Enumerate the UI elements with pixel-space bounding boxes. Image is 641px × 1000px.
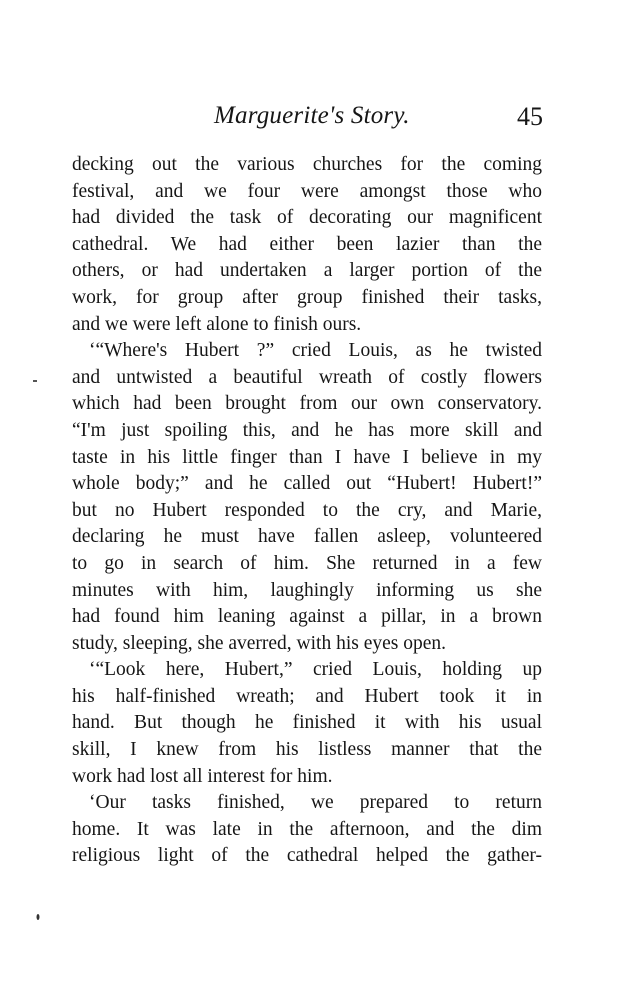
text-line: ‘“Where's Hubert ?” cried Louis, as he twisted [89,340,542,362]
text-line: skill, I knew from his listless manner that the [72,739,542,761]
text-line: and untwisted a beautiful wreath of costly flowers [72,366,542,388]
text-line: minutes with him, laughingly informing us she [72,579,542,601]
text-line: taste in his little finger than I have I believe in my [72,446,542,468]
text-line: ‘“Look here, Hubert,” cried Louis, holding up [89,659,542,681]
text-line: religious light of the cathedral helped the gather- [72,845,542,867]
text-line: others, or had undertaken a larger portion of the [72,260,542,282]
text-line: but no Hubert responded to the cry, and Marie, [72,499,542,521]
text-line: study, sleeping, she averred, with his eyes open. [72,632,447,654]
text-line: which had been brought from our own conservatory. [72,393,542,415]
running-title: Marguerite's Story. [214,102,410,129]
body-text [72,152,542,870]
text-line: cathedral. We had either been lazier than the [72,233,542,255]
page-header [0,102,641,142]
text-line: work, for group after group finished their tasks, [72,286,542,308]
text-line: work had lost all interest for him. [72,765,333,787]
page-number: 45 [517,102,543,131]
text-line: hand. But though he finished it with his usual [72,712,542,734]
text-line: home. It was late in the afternoon, and the dim [72,818,542,840]
text-line: had found him leaning against a pillar, in a brown [72,606,542,628]
text-line: his half-finished wreath; and Hubert took it in [72,685,542,707]
text-line: had divided the task of decorating our magnificent [72,207,542,229]
text-line: whole body;” and he called out “Hubert! Hubert!” [72,473,542,495]
text-line: decking out the various churches for the coming [72,154,542,175]
text-line: and we were left alone to finish ours. [72,313,362,335]
text-line: to go in search of him. She returned in a few [72,552,542,574]
text-line: “I'm just spoiling this, and he has more skill and [72,419,542,441]
text-line: declaring he must have fallen asleep, volunteered [72,526,542,548]
margin-speck [37,914,40,920]
margin-speck [33,380,37,382]
text-line: festival, and we four were amongst those who [72,180,542,202]
text-line: ‘Our tasks finished, we prepared to return [89,792,542,814]
